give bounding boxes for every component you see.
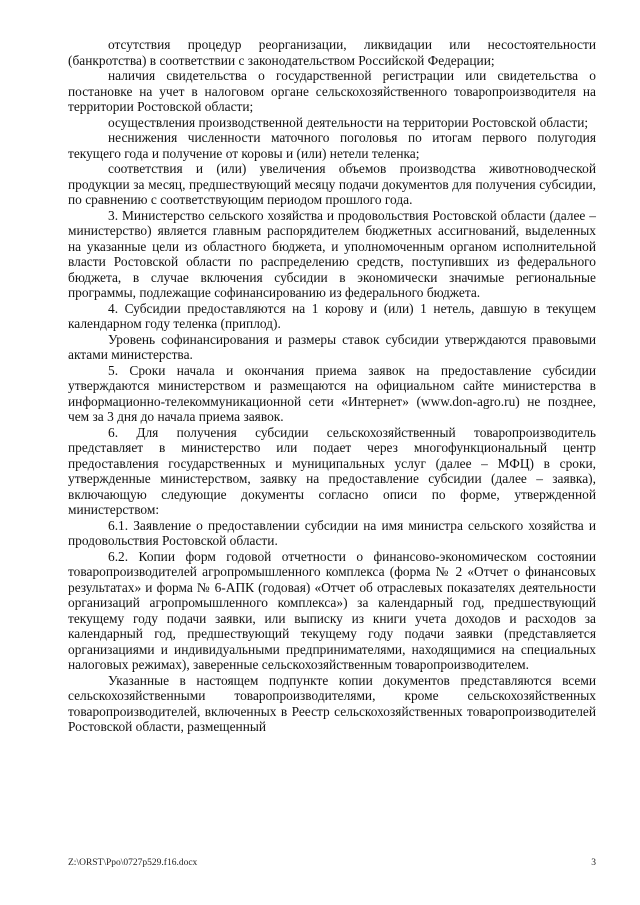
paragraph: соответствия и (или) увеличения объемов производства животноводческой продукции за месяц, предшествующий месяцу подачи документов для получения субсидии, по сравнению с соответствующим периодом прошлого года.: [68, 161, 596, 207]
paragraph: 6.1. Заявление о предоставлении субсидии на имя министра сельского хозяйства и продовольствия Ростовской области.: [68, 517, 596, 548]
paragraph: осуществления производственной деятельности на территории Ростовской области;: [108, 114, 589, 130]
paragraph: наличия свидетельства о государственной регистрации или свидетельства о постановке на учет в налоговом органе сельскохозяйственного товаропроизводителя на территории Ростовской области;: [68, 68, 596, 114]
paragraph: неснижения численности маточного поголовья по итогам первого полугодия текущего года и получение от коровы и (или) нетели теленка;: [68, 130, 596, 161]
paragraph: 3. Министерство сельского хозяйства и продовольствия Ростовской области (далее – министерство) является главным распорядителем бюджетных ассигнований, выделенных на указанные цели из областного бюджета, и уполномоченным органом исполнительной власти Ростовской области по распределению средств, поступивших из федерального бюджета, в случае включения субсидии в экономически значимые региональные программы, подлежащие софинансированию из федерального бюджета.: [68, 207, 596, 300]
paragraph: Указанные в настоящем подпункте копии документов представляются всеми сельскохозяйственными товаропроизводителями, кроме сельскохозяйственных товаропроизводителей, включенных в Реестр сельскохозяйственных товаропроизводителей Ростовской области, размещенный: [68, 672, 596, 734]
paragraph: отсутствия процедур реорганизации, ликвидации или несостоятельности (банкротства) в соответствии с законодательством Российской Федерации;: [68, 37, 596, 68]
page-number: 3: [591, 858, 596, 868]
paragraph: 6.2. Копии форм годовой отчетности о финансово-экономическом состоянии товаропроизводителей агропромышленного комплекса (форма № 2 «Отчет о финансовых результатах» и форма № 6-АПК (годовая) «Отчет об отраслевых показателях деятельности организаций агропромышленного комплекса») за календарный год, предшествующий текущему году подачи заявки, или выписку из книги учета доходов и расходов за календарный год, предшествующий текущему году подачи заявки (представляется организациями и индивидуальными предпринимателями, находящимися на специальных налоговых режимах), заверенные сельскохозяйственным товаропроизводителем.: [68, 548, 596, 672]
document-body: [68, 37, 596, 735]
paragraph: 6. Для получения субсидии сельскохозяйственный товаропроизводитель представляет в министерство или подает через многофункциональный центр предоставления государственных и муниципальных услуг (далее – МФЦ) в сроки, утвержденные министерством, заявку на предоставление субсидии (далее – заявка), включающую следующие документы согласно описи по форме, утвержденной министерством:: [68, 424, 596, 517]
paragraph: 4. Субсидии предоставляются на 1 корову и (или) 1 нетель, давшую в текущем календарном году теленка (приплод).: [68, 300, 596, 331]
paragraph: 5. Сроки начала и окончания приема заявок на предоставление субсидии утверждаются министерством и размещаются на официальном сайте министерства в информационно-телекоммуникационной сети «Интернет» (www.don-agro.ru) не позднее, чем за 3 дня до начала приема заявок.: [68, 362, 596, 424]
paragraph: Уровень софинансирования и размеры ставок субсидии утверждаются правовыми актами министерства.: [68, 331, 596, 362]
footer-file-path: Z:\ORST\Ppo\0727p529.f16.docx: [68, 858, 198, 868]
